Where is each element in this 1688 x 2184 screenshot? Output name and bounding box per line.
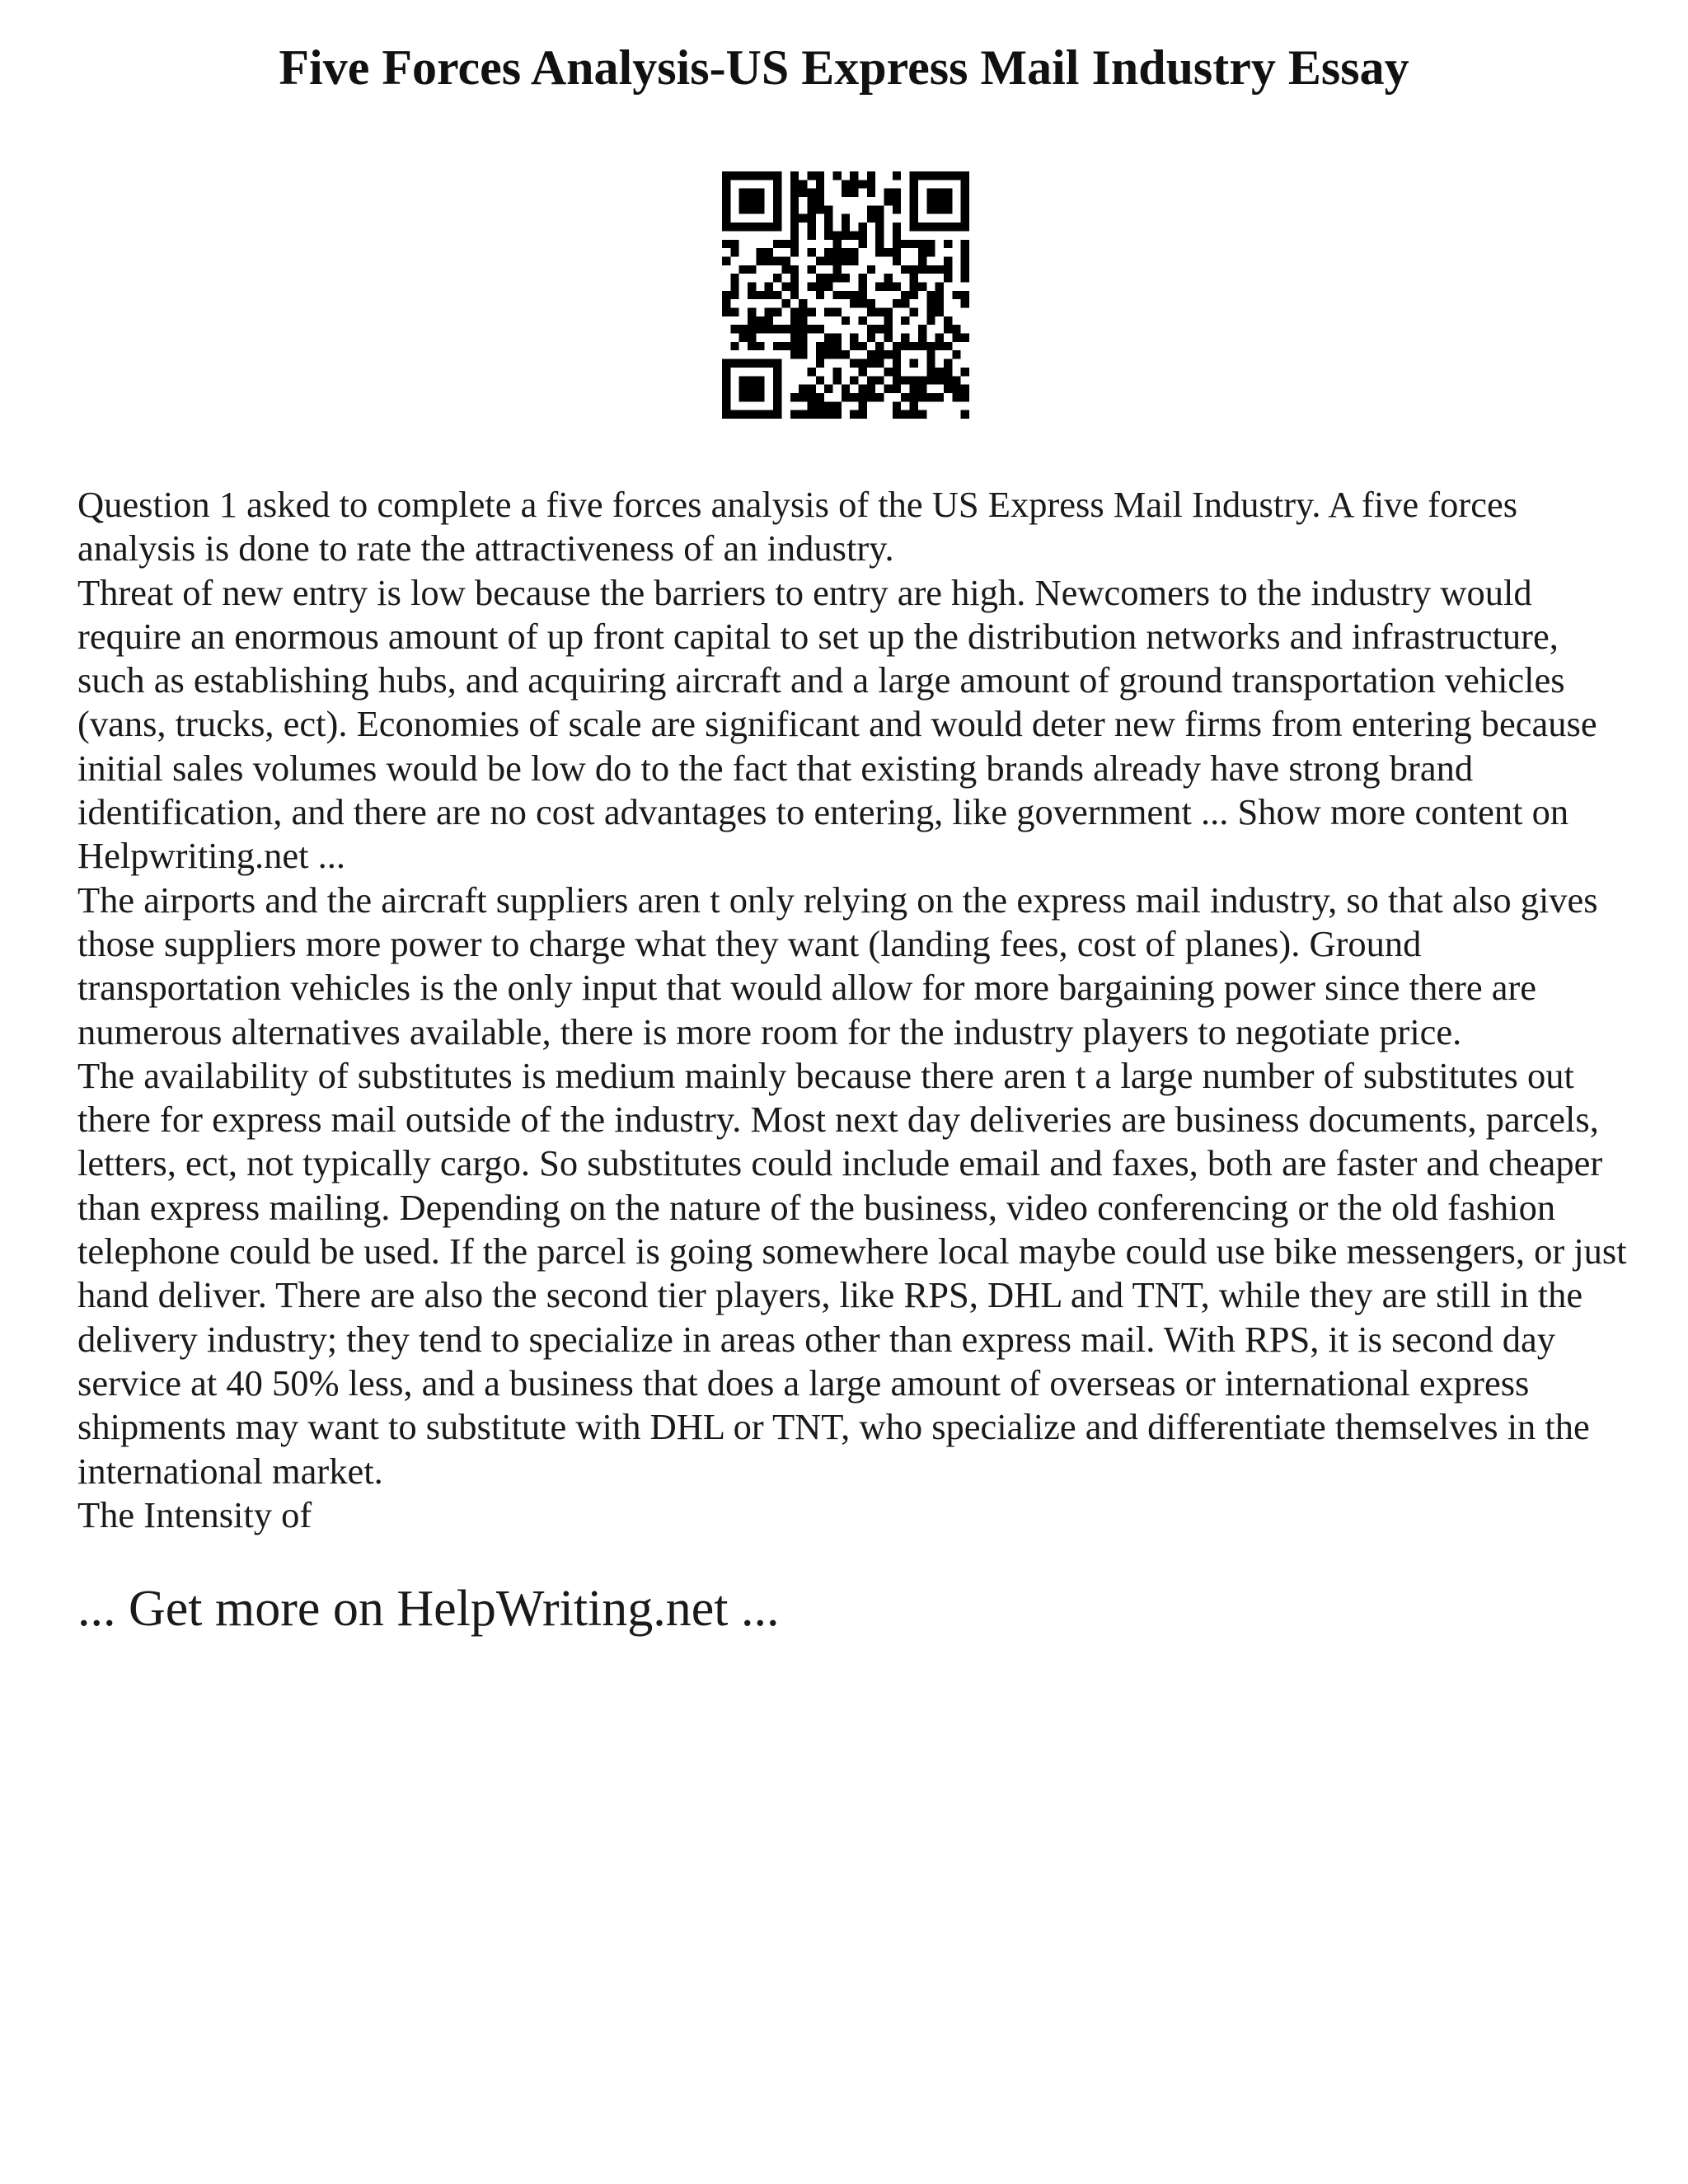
document-body [77, 483, 1627, 1537]
get-more-link[interactable]: ... Get more on HelpWriting.net ... [77, 1581, 780, 1637]
paragraph: The availability of substitutes is medium mainly because there aren t a large number of substitutes out there for express mail outside of the industry. Most next day deliveries are business documents, parcels, letters, ect, not typically cargo. So substitutes could include email and faxes, both are faster and cheaper than express mailing. Depending on the nature of the business, video conferencing or the old fashion telephone could be used. If the parcel is going somewhere local maybe could use bike messengers, or just hand deliver. There are also the second tier players, like RPS, DHL and TNT, while they are still in the delivery industry; they tend to specialize in areas other than express mail. With RPS, it is second day service at 40 50% less, and a business that does a large amount of overseas or international express shipments may want to substitute with DHL or TNT, who specialize and differentiate themselves in the international market. [77, 1054, 1627, 1492]
paragraph: The Intensity of [77, 1493, 312, 1535]
paragraph: Threat of new entry is low because the barriers to entry are high. Newcomers to the industry would require an enormous amount of up front capital to set up the distribution networks and infrastructure, such as establishing hubs, and acquiring aircraft and a large amount of ground transportation vehicles (vans, trucks, ect). Economies of scale are significant and would deter new firms from entering because initial sales volumes would be low do to the fact that existing brands already have strong brand identification, and there are no cost advantages to entering, like government ... Show more content on Helpwriting.net ... [77, 571, 1597, 877]
document-title: Five Forces Analysis-US Express Mail Industry Essay [279, 40, 1409, 95]
paragraph: Question 1 asked to complete a five forces analysis of the US Express Mail Industry. A five forces analysis is done to rate the attractiveness of an industry. [77, 484, 1518, 569]
qr-code-icon [722, 171, 969, 419]
paragraph: The airports and the aircraft suppliers aren t only relying on the express mail industry, so that also gives those suppliers more power to charge what they want (landing fees, cost of planes). Ground transportation vehicles is the only input that would allow for more bargaining power since there are numerous alternatives available, there is more room for the industry players to negotiate price. [77, 879, 1598, 1052]
